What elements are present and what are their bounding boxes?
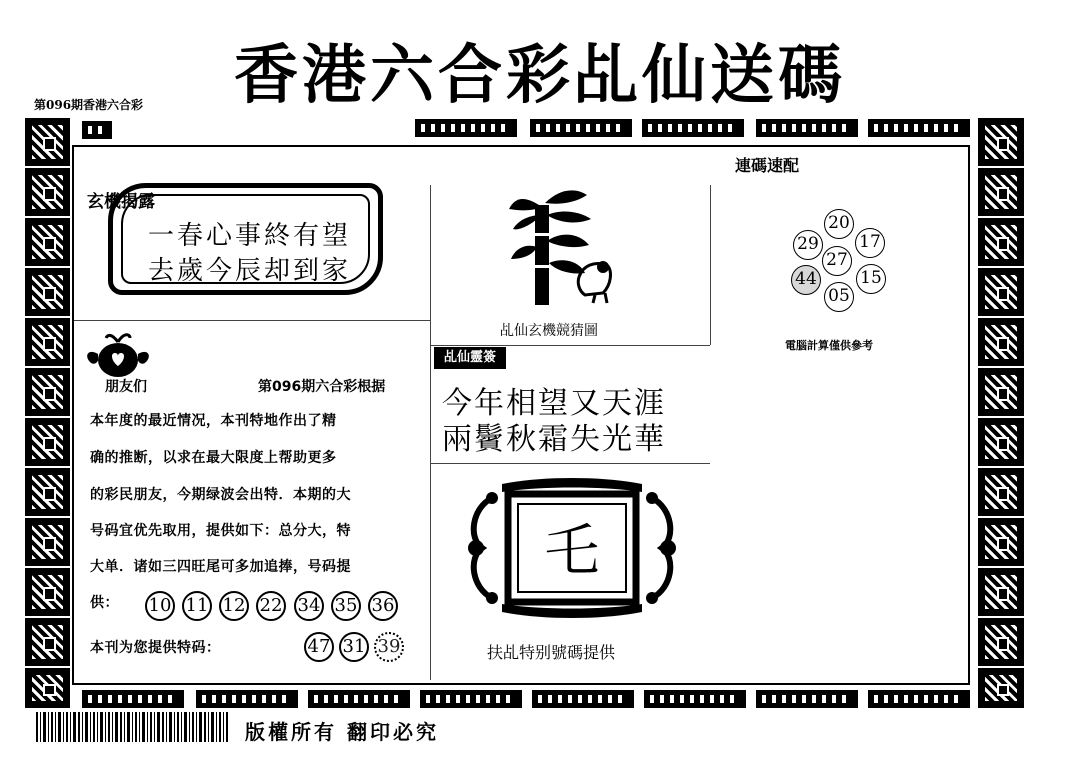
issue-tag: 第096期香港六合彩 <box>34 98 144 112</box>
border-tile <box>978 418 1024 466</box>
slogan-line-1: 一春心事終有望 <box>148 221 352 251</box>
border-band <box>530 119 632 137</box>
pair-ball: 27 <box>822 246 852 276</box>
number-ball: 12 <box>219 591 249 621</box>
number-ball: 36 <box>368 591 398 621</box>
divider <box>710 185 711 345</box>
special-label: 本刊为您提供特码： <box>90 640 221 656</box>
poem-tag: 乩仙靈簽 <box>434 347 506 369</box>
border-band <box>532 690 634 708</box>
border-tile <box>978 618 1024 666</box>
border-band <box>868 119 970 137</box>
border-band <box>196 690 298 708</box>
article-line: 大单．诸如三四旺尾可多加追捧，号码提 <box>90 559 351 575</box>
border-tile <box>978 218 1024 266</box>
article-line: 号码宜优先取用，提供如下：总分大，特 <box>90 523 351 539</box>
article-line: 的彩民朋友，今期绿波会出特．本期的大 <box>90 487 351 503</box>
border-band <box>756 119 858 137</box>
article-intro: 第096期六合彩根据 <box>258 379 386 395</box>
reference-note: 電腦計算僅供參考 <box>785 339 873 352</box>
number-ball: 11 <box>182 591 212 621</box>
border-tile <box>25 318 70 366</box>
border-band <box>644 690 746 708</box>
pair-ball: 20 <box>824 209 854 239</box>
number-ball: 10 <box>145 591 175 621</box>
divider <box>430 463 710 464</box>
pair-ball: 15 <box>856 264 886 294</box>
border-tile <box>978 318 1024 366</box>
border-band <box>756 690 858 708</box>
special-ball: 47 <box>304 632 334 662</box>
barcode <box>36 712 228 748</box>
poem-line-2: 兩鬢秋霜失光華 <box>442 422 666 457</box>
border-tile <box>978 118 1024 166</box>
border-band <box>82 121 112 139</box>
border-tile <box>25 418 70 466</box>
divider <box>430 185 431 680</box>
pair-ball: 05 <box>824 282 854 312</box>
border-band <box>642 119 744 137</box>
special-ball: 39 <box>374 632 404 662</box>
special-ball: 31 <box>339 632 369 662</box>
border-tile <box>978 168 1024 216</box>
border-tile <box>25 168 70 216</box>
border-band <box>82 690 184 708</box>
border-tile <box>25 218 70 266</box>
border-tile <box>25 268 70 316</box>
border-tile <box>978 518 1024 566</box>
number-ball: 22 <box>256 591 286 621</box>
article-line: 本年度的最近情况，本刊特地作出了精 <box>90 413 337 429</box>
border-band <box>868 690 970 708</box>
ornate-frame <box>462 478 682 618</box>
border-tile <box>25 568 70 616</box>
divider <box>430 345 710 346</box>
border-tile <box>978 668 1024 708</box>
border-tile <box>978 368 1024 416</box>
pair-ball: 29 <box>793 230 823 260</box>
border-tile <box>978 468 1024 516</box>
divider <box>74 320 430 321</box>
pair-ball: 17 <box>855 228 885 258</box>
greeting: 朋友们 <box>105 379 147 395</box>
border-tile <box>25 118 70 166</box>
number-ball: 34 <box>294 591 324 621</box>
picture-caption: 乩仙玄機競猜圖 <box>500 323 598 339</box>
border-tile <box>25 468 70 516</box>
copyright: 版權所有 翻印必究 <box>245 720 439 744</box>
vase-icon <box>82 330 154 380</box>
bamboo-picture <box>495 185 625 305</box>
pair-ball: 44 <box>791 265 821 295</box>
border-band <box>415 119 517 137</box>
slogan-label: 玄機揭露 <box>87 192 155 212</box>
border-tile <box>25 368 70 416</box>
border-band <box>308 690 410 708</box>
numbers-label: 供： <box>90 595 119 611</box>
article-line: 确的推断，以求在最大限度上帮助更多 <box>90 450 337 466</box>
border-tile <box>978 568 1024 616</box>
number-ball: 35 <box>331 591 361 621</box>
border-band <box>420 690 522 708</box>
slogan-line-2: 去歲今辰却到家 <box>148 256 352 286</box>
frame-glyph: 乇 <box>544 519 600 584</box>
border-tile <box>25 618 70 666</box>
border-tile <box>978 268 1024 316</box>
poem-line-1: 今年相望又天涯 <box>442 386 666 421</box>
border-tile <box>25 668 70 708</box>
page-title: 香港六合彩乩仙送碼 <box>234 39 846 113</box>
border-tile <box>25 518 70 566</box>
special-caption: 扶乩特别號碼提供 <box>487 643 616 662</box>
pair-title: 連碼速配 <box>735 156 800 175</box>
